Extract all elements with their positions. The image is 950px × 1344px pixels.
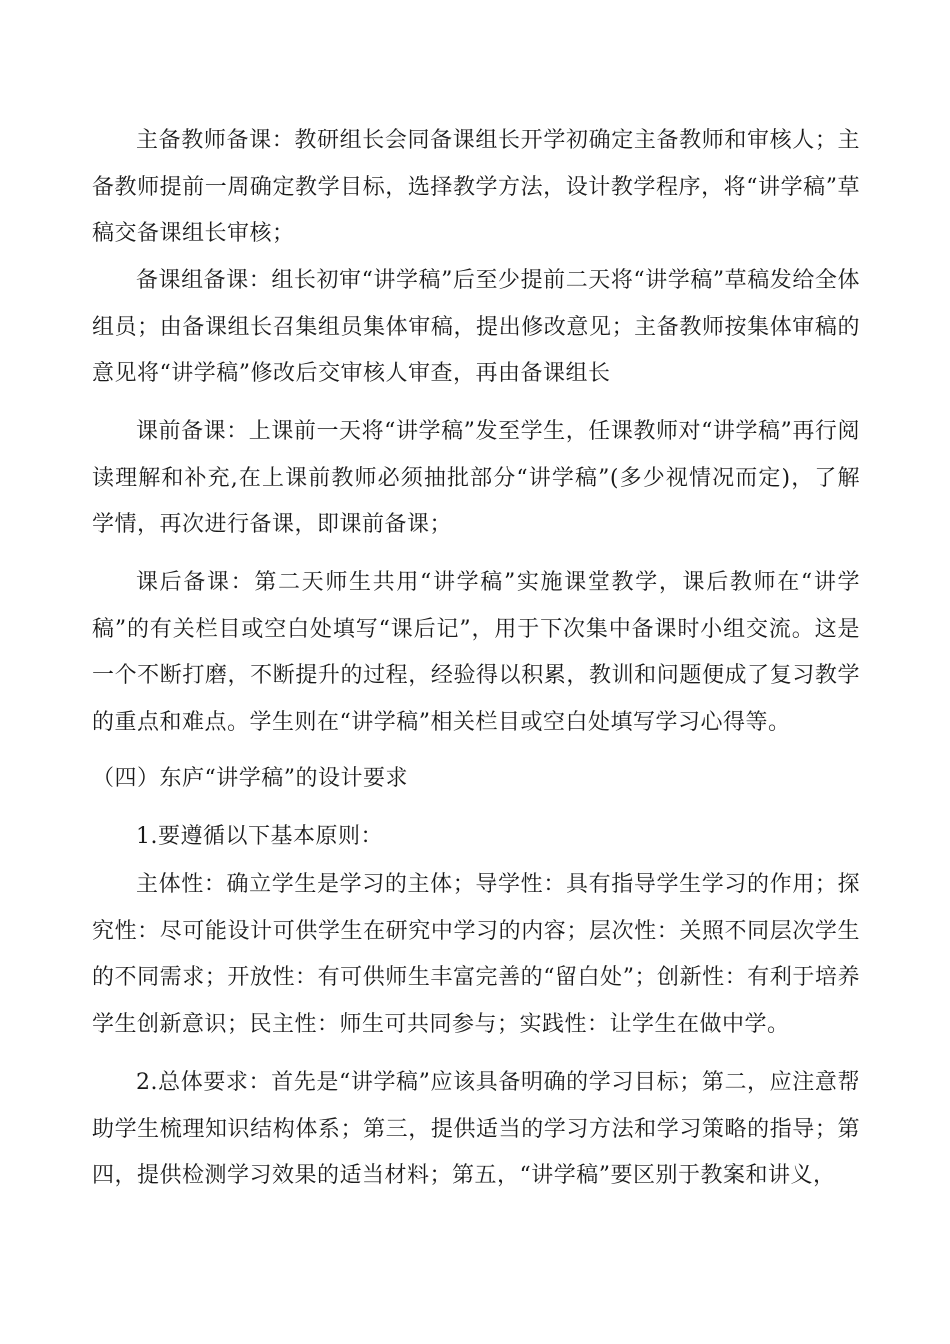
- section-heading: （四）东庐“讲学稿”的设计要求: [92, 766, 408, 791]
- paragraph-post-class-prep: 课后备课：第二天师生共用“讲学稿”实施课堂教学，课后教师在“讲学稿”的有关栏目或空白处填写“课后记”，用于下次集中备课时小组交流。这是一个不断打磨，不断提升的过程，经验得以积累，教训和问题便成了复习教学的重点和难点。学生则在“讲学稿”相关栏目或空白处填写学习心得等。: [92, 570, 860, 735]
- paragraph-principles: 主体性：确立学生是学习的主体；导学性：具有指导学生学习的作用；探究性：尽可能设计可供学生在研究中学习的内容；层次性：关照不同层次学生的不同需求；开放性：有可供师生丰富完善的“留白处”；创新性：有利于培养学生创新意识；民主性：师生可共同参与；实践性：让学生在做中学。: [92, 872, 860, 1037]
- paragraph-lead-teacher-prep: 主备教师备课：教研组长会同备课组长开学初确定主备教师和审核人；主备教师提前一周确定教学目标，选择教学方法，设计教学程序，将“讲学稿”草稿交备课组长审核；: [92, 128, 860, 246]
- paragraph-group-prep: 备课组备课：组长初审“讲学稿”后至少提前二天将“讲学稿”草稿发给全体组员；由备课组长召集组员集体审稿，提出修改意见；主备教师按集体审稿的意见将“讲学稿”修改后交审核人审查，再由备课组长: [92, 268, 860, 386]
- principles-title: 1.要遵循以下基本原则：: [136, 824, 383, 849]
- paragraph-overall-requirements: 2.总体要求：首先是“讲学稿”应该具备明确的学习目标；第二，应注意帮助学生梳理知识结构体系；第三，提供适当的学习方法和学习策略的指导；第四，提供检测学习效果的适当材料；第五，“讲学稿”要区别于教案和讲义，: [92, 1070, 860, 1188]
- paragraph-pre-class-prep: 课前备课：上课前一天将“讲学稿”发至学生，任课教师对“讲学稿”再行阅读理解和补充,在上课前教师必须抽批部分“讲学稿”(多少视情况而定)，了解学情，再次进行备课，即课前备课；: [92, 419, 860, 537]
